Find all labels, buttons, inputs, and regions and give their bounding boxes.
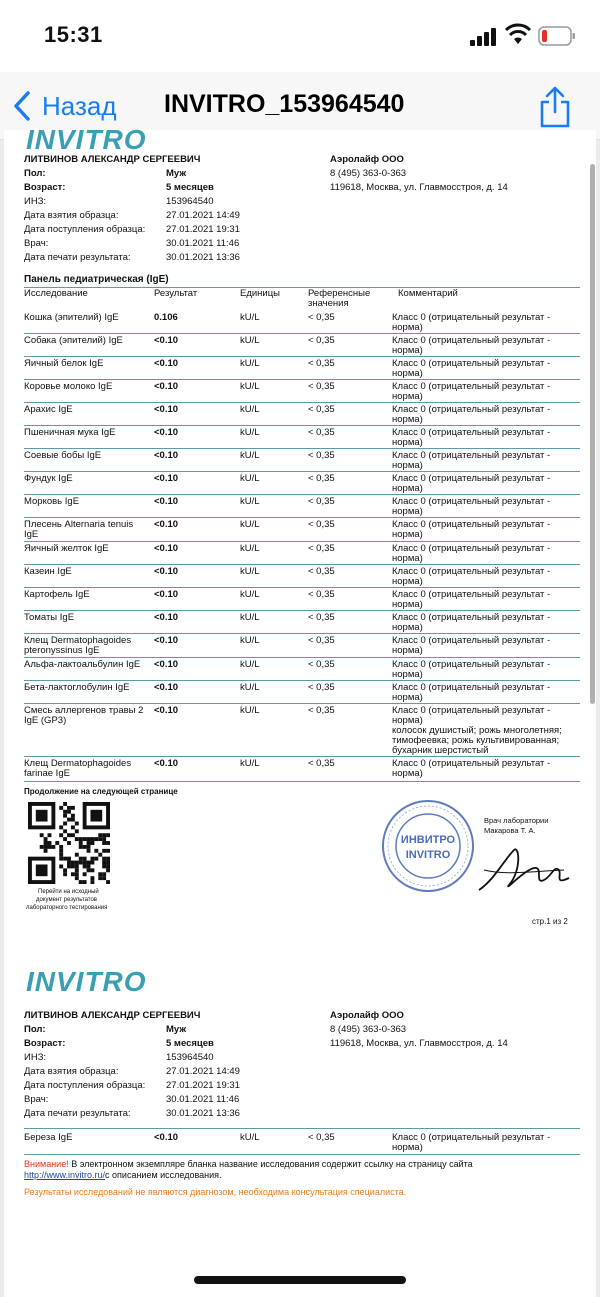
- test-reference: < 0,35: [308, 473, 335, 484]
- test-comment: Класс 0 (отрицательный результат -: [392, 335, 551, 346]
- received-label: Дата поступления образца:: [24, 1080, 146, 1091]
- test-comment: Класс 0 (отрицательный результат -: [392, 705, 551, 716]
- test-comment-2: норма): [392, 368, 423, 379]
- test-result: <0.10: [154, 705, 179, 716]
- test-units: kU/L: [240, 404, 260, 415]
- header-reference: Референсные: [308, 288, 371, 299]
- test-reference: < 0,35: [308, 427, 335, 438]
- test-comment: Класс 0 (отрицательный результат -: [392, 312, 551, 323]
- test-comment: Класс 0 (отрицательный результат -: [392, 404, 551, 415]
- test-name: Яичный белок IgE: [24, 358, 104, 369]
- table-row-divider: [24, 402, 580, 403]
- test-reference: < 0,35: [308, 612, 335, 623]
- clinic-name: Аэролайф ООО: [330, 1010, 404, 1021]
- sex-label: Пол:: [24, 1024, 46, 1035]
- test-name-line-2: pteronyssinus IgE: [24, 645, 100, 656]
- test-units: kU/L: [240, 312, 260, 323]
- test-reference: < 0,35: [308, 659, 335, 670]
- test-name: Клещ Dermatophagoides: [24, 758, 132, 769]
- test-result: <0.10: [154, 758, 179, 769]
- invitro-link[interactable]: http://www.invitro.ru/: [24, 1170, 106, 1180]
- table-divider: [24, 1154, 580, 1155]
- header-test: Исследование: [24, 288, 88, 299]
- disclaimer: Результаты исследований не являются диагнозом, необходима консультация специалиста.: [24, 1187, 407, 1197]
- test-reference: < 0,35: [308, 404, 335, 415]
- test-units: kU/L: [240, 496, 260, 507]
- test-comment-2: норма): [392, 692, 423, 703]
- taken-label: Дата взятия образца:: [24, 1066, 119, 1077]
- lab-stamp: [380, 798, 476, 894]
- test-result: <0.10: [154, 358, 179, 369]
- clinic-name: Аэролайф ООО: [330, 154, 404, 165]
- test-result: <0.10: [154, 635, 179, 646]
- test-reference: < 0,35: [308, 358, 335, 369]
- test-comment-3: колосок душистый; рожь многолетняя;: [392, 725, 562, 736]
- table-row-divider: [24, 633, 580, 634]
- test-result: <0.10: [154, 335, 179, 346]
- test-name: Клещ Dermatophagoides: [24, 635, 132, 646]
- table-row-divider: [24, 333, 580, 334]
- home-indicator[interactable]: [194, 1276, 406, 1284]
- test-name: Собака (эпителий) IgE: [24, 335, 123, 346]
- test-comment: Класс 0 (отрицательный результат -: [392, 682, 551, 693]
- test-result: <0.10: [154, 612, 179, 623]
- test-name: Морковь IgE: [24, 496, 80, 507]
- test-name-line-2: IgE: [24, 529, 39, 540]
- test-name: Альфа-лактоальбулин IgE: [24, 659, 141, 670]
- pdf-page-2: [4, 960, 596, 1297]
- doctor-signature: [474, 840, 574, 900]
- page-number: стр.1 из 2: [532, 917, 568, 926]
- test-result: <0.10: [154, 381, 179, 392]
- test-reference: < 0,35: [308, 496, 335, 507]
- test-units: kU/L: [240, 473, 260, 484]
- test-units: kU/L: [240, 566, 260, 577]
- test-name-line-2: IgE (GP3): [24, 715, 67, 726]
- test-units: kU/L: [240, 758, 260, 769]
- continued-note: Продолжение на следующей странице: [24, 787, 178, 796]
- test-comment-2: норма): [392, 768, 423, 779]
- status-time: 15:31: [44, 22, 103, 47]
- test-comment: Класс 0 (отрицательный результат -: [392, 612, 551, 623]
- table-row-divider: [24, 680, 580, 681]
- header-reference-2: значения: [308, 298, 349, 309]
- status-bar: [0, 0, 600, 72]
- test-units: kU/L: [240, 589, 260, 600]
- test-units: kU/L: [240, 358, 260, 369]
- test-comment: Класс 0 (отрицательный результат -: [392, 427, 551, 438]
- doctor-label: Врач:: [24, 1094, 49, 1105]
- test-comment-2: норма): [392, 322, 423, 333]
- test-comment-2: норма): [392, 553, 423, 564]
- test-comment-2: норма): [392, 715, 423, 726]
- test-result: <0.10: [154, 566, 179, 577]
- test-reference: < 0,35: [308, 519, 335, 530]
- test-comment: Класс 0 (отрицательный результат -: [392, 358, 551, 369]
- table-row-divider: [24, 471, 580, 472]
- doctor-value: 30.01.2021 11:46: [166, 238, 240, 249]
- age-label: Возраст:: [24, 1038, 66, 1049]
- clinic-address: 119618, Москва, ул. Главмосстроя, д. 14: [330, 1038, 508, 1049]
- test-result: <0.10: [154, 496, 179, 507]
- received-label: Дата поступления образца:: [24, 224, 146, 235]
- test-units: kU/L: [240, 682, 260, 693]
- test-comment: Класс 0 (отрицательный результат -: [392, 450, 551, 461]
- test-name: Береза IgE: [24, 1132, 73, 1143]
- test-comment-2: норма): [392, 669, 423, 680]
- patient-name: ЛИТВИНОВ АЛЕКСАНДР СЕРГЕЕВИЧ: [24, 154, 201, 165]
- test-reference: < 0,35: [308, 682, 335, 693]
- test-result: <0.10: [154, 519, 179, 530]
- test-result: <0.10: [154, 427, 179, 438]
- lab-doctor-title: Врач лаборатории: [484, 816, 549, 825]
- test-comment-2: норма): [392, 483, 423, 494]
- test-comment: Класс 0 (отрицательный результат -: [392, 566, 551, 577]
- printed-value: 30.01.2021 13:36: [166, 1108, 240, 1119]
- test-result: <0.10: [154, 1132, 179, 1143]
- test-name-line-2: farinae IgE: [24, 768, 70, 779]
- test-units: kU/L: [240, 381, 260, 392]
- test-name: Картофель IgE: [24, 589, 90, 600]
- share-icon[interactable]: [538, 86, 572, 128]
- test-result: <0.10: [154, 589, 179, 600]
- test-comment: Класс 0 (отрицательный результат -: [392, 519, 551, 530]
- test-comment-2: норма): [392, 506, 423, 517]
- test-reference: < 0,35: [308, 1132, 335, 1143]
- back-button[interactable]: [12, 88, 117, 124]
- test-name: Казеин IgE: [24, 566, 72, 577]
- inz-label: ИНЗ:: [24, 1052, 47, 1063]
- test-reference: < 0,35: [308, 635, 335, 646]
- table-row-divider: [24, 564, 580, 565]
- sex-label: Пол:: [24, 168, 46, 179]
- test-comment: Класс 0 (отрицательный результат -: [392, 381, 551, 392]
- test-comment: Класс 0 (отрицательный результат -: [392, 589, 551, 600]
- qr-caption-1: Перейти на исходный: [38, 889, 99, 895]
- test-comment-4: тимофеевка; рожь культивированная;: [392, 735, 560, 746]
- chevron-left-icon: [12, 90, 32, 122]
- table-row-divider: [24, 703, 580, 704]
- inz-value: 153964540: [166, 196, 214, 207]
- table-row-divider: [24, 781, 580, 782]
- table-row-divider: [24, 425, 580, 426]
- svg-text:ИНВИТРО: ИНВИТРО: [400, 834, 456, 846]
- clinic-phone: 8 (495) 363-0-363: [330, 168, 407, 179]
- invitro-logo: INVITRO: [26, 124, 147, 155]
- table-row-divider: [24, 494, 580, 495]
- test-reference: < 0,35: [308, 589, 335, 600]
- test-comment-2: норма): [392, 391, 423, 402]
- test-result: <0.10: [154, 543, 179, 554]
- svg-text:INVITRO: INVITRO: [405, 849, 451, 861]
- test-result: <0.10: [154, 404, 179, 415]
- table-divider: [24, 287, 580, 288]
- test-units: kU/L: [240, 427, 260, 438]
- test-comment: Класс 0 (отрицательный результат -: [392, 659, 551, 670]
- test-comment-5: бухарник шерстистый: [392, 745, 489, 756]
- taken-label: Дата взятия образца:: [24, 210, 119, 221]
- test-comment-2: норма): [392, 645, 423, 656]
- invitro-logo: INVITRO: [26, 966, 147, 997]
- test-comment-2: норма): [392, 622, 423, 633]
- test-result: 0.106: [154, 312, 178, 323]
- test-units: kU/L: [240, 1132, 260, 1143]
- doctor-label: Врач:: [24, 238, 49, 249]
- test-reference: < 0,35: [308, 312, 335, 323]
- test-result: <0.10: [154, 682, 179, 693]
- notice-line-2: [24, 1169, 222, 1181]
- notice-text: В электронном экземпляре бланка название исследования содержит ссылку на страницу сайта: [68, 1159, 473, 1169]
- test-reference: < 0,35: [308, 381, 335, 392]
- printed-label: Дата печати результата:: [24, 252, 131, 263]
- test-units: kU/L: [240, 659, 260, 670]
- test-units: kU/L: [240, 335, 260, 346]
- test-reference: < 0,35: [308, 566, 335, 577]
- test-name: Пшеничная мука IgE: [24, 427, 116, 438]
- test-reference: < 0,35: [308, 450, 335, 461]
- taken-value: 27.01.2021 14:49: [166, 210, 240, 221]
- age-value: 5 месяцев: [166, 182, 214, 193]
- test-units: kU/L: [240, 543, 260, 554]
- doctor-value: 30.01.2021 11:46: [166, 1094, 240, 1105]
- test-reference: < 0,35: [308, 543, 335, 554]
- test-comment-2: норма): [392, 437, 423, 448]
- scroll-indicator[interactable]: [590, 164, 595, 704]
- test-name: Соевые бобы IgE: [24, 450, 102, 461]
- test-name: Плесень Alternaria tenuis: [24, 519, 134, 530]
- pdf-viewer[interactable]: [0, 124, 600, 1297]
- qr-caption-2: документ результатов: [36, 897, 97, 903]
- header-comment: Комментарий: [398, 288, 458, 299]
- test-reference: < 0,35: [308, 335, 335, 346]
- table-row-divider: [24, 587, 580, 588]
- test-reference: < 0,35: [308, 705, 335, 716]
- pdf-page-1: [4, 124, 596, 1088]
- age-value: 5 месяцев: [166, 1038, 214, 1049]
- test-name: Коровье молоко IgE: [24, 381, 113, 392]
- table-row-divider: [24, 610, 580, 611]
- qr-caption-3: лабораторного тестирования: [26, 905, 108, 911]
- test-comment: Класс 0 (отрицательный результат -: [392, 473, 551, 484]
- test-result: <0.10: [154, 659, 179, 670]
- table-row-divider: [24, 756, 580, 757]
- test-result: <0.10: [154, 473, 179, 484]
- test-comment-2: норма): [392, 576, 423, 587]
- test-units: kU/L: [240, 635, 260, 646]
- header-units: Единицы: [240, 288, 281, 299]
- test-comment: Класс 0 (отрицательный результат -: [392, 1132, 551, 1143]
- back-button-label: Назад: [42, 90, 117, 121]
- test-comment: Класс 0 (отрицательный результат -: [392, 758, 551, 769]
- lab-doctor-name: Макарова Т. А.: [484, 826, 536, 835]
- table-row-divider: [24, 379, 580, 380]
- table-row-divider: [24, 657, 580, 658]
- table-row-divider: [24, 517, 580, 518]
- table-row-divider: [24, 448, 580, 449]
- printed-value: 30.01.2021 13:36: [166, 252, 240, 263]
- test-result: <0.10: [154, 450, 179, 461]
- test-name: Бета-лактоглобулин IgE: [24, 682, 130, 693]
- sex-value: Муж: [166, 1024, 187, 1035]
- test-comment-2: норма): [392, 599, 423, 610]
- test-comment: Класс 0 (отрицательный результат -: [392, 496, 551, 507]
- test-comment-2: норма): [392, 414, 423, 425]
- test-comment-2: норма): [392, 529, 423, 540]
- header-result: Результат: [154, 288, 198, 299]
- document-title: INVITRO_153964540: [164, 90, 405, 118]
- test-comment: Класс 0 (отрицательный результат -: [392, 543, 551, 554]
- printed-label: Дата печати результата:: [24, 1108, 131, 1119]
- test-name: Яичный желток IgE: [24, 543, 109, 554]
- test-comment-2: норма): [392, 1142, 423, 1153]
- notice-attention: Внимание!: [24, 1159, 69, 1169]
- test-name: Томаты IgE: [24, 612, 75, 623]
- wifi-icon: [505, 24, 531, 46]
- test-name: Арахис IgE: [24, 404, 73, 415]
- inz-value: 153964540: [166, 1052, 214, 1063]
- patient-name: ЛИТВИНОВ АЛЕКСАНДР СЕРГЕЕВИЧ: [24, 1010, 201, 1021]
- test-reference: < 0,35: [308, 758, 335, 769]
- test-name: Смесь аллергенов травы 2: [24, 705, 144, 716]
- test-comment-2: норма): [392, 345, 423, 356]
- table-row-divider: [24, 356, 580, 357]
- notice-text-2: с описанием исследования.: [105, 1170, 222, 1180]
- test-units: kU/L: [240, 705, 260, 716]
- received-value: 27.01.2021 19:31: [166, 1080, 240, 1091]
- clinic-phone: 8 (495) 363-0-363: [330, 1024, 407, 1035]
- taken-value: 27.01.2021 14:49: [166, 1066, 240, 1077]
- test-units: kU/L: [240, 519, 260, 530]
- cellular-signal-icon: [470, 28, 498, 46]
- table-divider: [24, 1128, 580, 1129]
- qr-code[interactable]: [28, 802, 110, 884]
- test-units: kU/L: [240, 450, 260, 461]
- age-label: Возраст:: [24, 182, 66, 193]
- sex-value: Муж: [166, 168, 187, 179]
- battery-low-icon: [538, 26, 576, 46]
- panel-title: Панель педиатрическая (IgE): [24, 274, 169, 285]
- test-name: Фундук IgE: [24, 473, 73, 484]
- test-units: kU/L: [240, 612, 260, 623]
- test-name: Кошка (эпителий) IgE: [24, 312, 119, 323]
- test-comment: Класс 0 (отрицательный результат -: [392, 635, 551, 646]
- received-value: 27.01.2021 19:31: [166, 224, 240, 235]
- test-comment-2: норма): [392, 460, 423, 471]
- table-row-divider: [24, 541, 580, 542]
- clinic-address: 119618, Москва, ул. Главмосстроя, д. 14: [330, 182, 508, 193]
- inz-label: ИНЗ:: [24, 196, 47, 207]
